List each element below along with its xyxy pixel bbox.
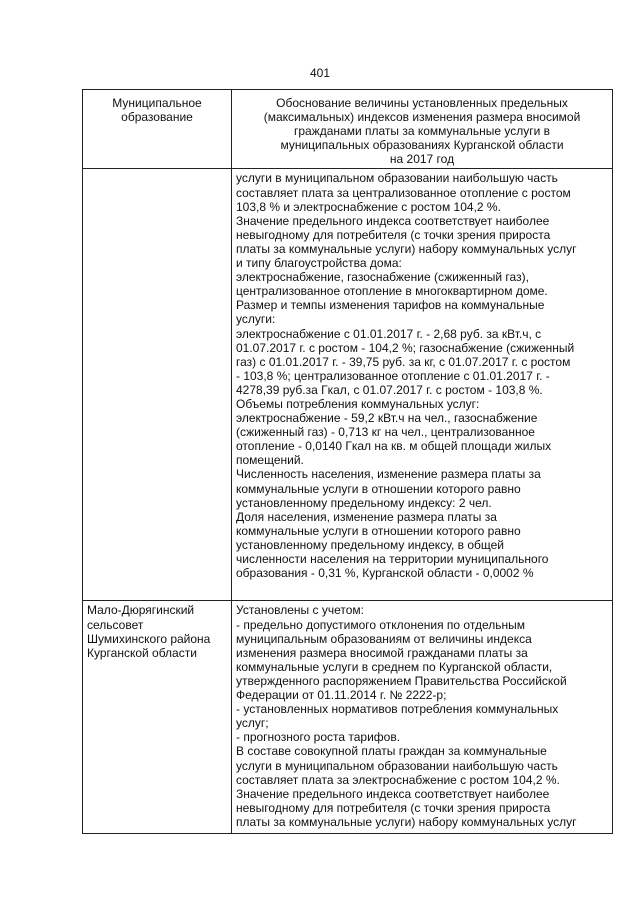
- header-municipality-line: Муниципальное: [112, 96, 202, 110]
- text-line: коммунальные услуги в отношении которого равно: [236, 481, 521, 496]
- text-line: электроснабжение с 01.01.2017 г. - 2,68 руб. за кВт.ч, с: [236, 326, 542, 341]
- justification-cell: [232, 169, 613, 601]
- page-number: 401: [309, 66, 331, 80]
- text-line: централизованное отопление в многоквартирном доме.: [236, 284, 548, 299]
- text-line: отопление - 0,0140 Гкал на кв. м общей площади жилых: [236, 439, 552, 454]
- header-justification-line: на 2017 год: [389, 152, 455, 167]
- text-line: Размер и темпы изменения тарифов на коммунальные: [236, 298, 545, 313]
- text-line: Установлены с учетом:: [236, 603, 364, 618]
- header-justification-line: гражданами платы за коммунальные услуги в: [293, 124, 551, 139]
- text-line: 4278,39 руб.за Гкал, с 01.07.2017 г. с ростом - 103,8 %.: [236, 382, 543, 397]
- text-line: помещений.: [236, 453, 304, 468]
- text-line: установленному предельному индексу, в общей: [236, 537, 504, 552]
- table-header-row: [83, 90, 613, 169]
- text-line: услуги в муниципальном образовании наибольшую часть: [236, 171, 558, 186]
- text-line: Доля населения, изменение размера платы за: [236, 509, 497, 524]
- text-line: услуги:: [236, 312, 276, 327]
- header-municipality: [83, 90, 232, 169]
- text-line: сельсовет: [87, 617, 144, 632]
- text-line: муниципальным образованиям от величины индекса: [236, 631, 532, 646]
- text-line: Численность населения, изменение размера платы за: [236, 467, 541, 482]
- text-line: Мало-Дюрягинский: [87, 603, 195, 618]
- text-line: 103,8 % и электроснабжение с ростом 104,2 %.: [236, 199, 501, 214]
- text-line: коммунальные услуги в отношении которого равно: [236, 523, 521, 538]
- text-line: - прогнозного роста тарифов.: [236, 730, 401, 745]
- text-line: газ) с 01.01.2017 г. - 39,75 руб. за кг, с 01.07.2017 г. с ростом: [236, 354, 571, 369]
- municipality-cell: [83, 601, 232, 834]
- header-justification-line: (максимальных) индексов изменения размера вносимой: [263, 110, 581, 125]
- header-justification-line: муниципальных образованиях Курганской области: [280, 138, 564, 153]
- header-justification: [232, 90, 613, 169]
- text-line: составляет плата за электроснабжение с ростом 104,2 %.: [236, 772, 560, 787]
- text-line: В составе совокупной платы граждан за коммунальные: [236, 744, 547, 759]
- text-line: 01.07.2017 г. с ростом - 104,2 %; газоснабжение (сжиженный: [236, 340, 575, 355]
- table-row: [83, 601, 613, 834]
- table-row: [83, 169, 613, 601]
- text-line: утвержденного распоряжением Правительства Российской: [236, 673, 567, 688]
- text-line: Объемы потребления коммунальных услуг:: [236, 396, 480, 411]
- text-line: Значение предельного индекса соответствует наиболее: [236, 213, 550, 228]
- header-justification-line: Обоснование величины установленных предельных: [276, 96, 568, 110]
- text-line: электроснабжение - 59,2 кВт.ч на чел., газоснабжение: [236, 411, 538, 426]
- text-line: электроснабжение, газоснабжение (сжиженный газ),: [236, 270, 529, 285]
- text-line: (сжиженный газ) - 0,713 кг на чел., централизованное: [236, 425, 535, 440]
- text-line: - предельно допустимого отклонения по отдельным: [236, 617, 525, 632]
- text-line: - 103,8 %; централизованное отопление с 01.01.2017 г. -: [236, 368, 550, 383]
- text-line: Курганской области: [87, 645, 197, 660]
- text-line: Шумихинского района: [87, 631, 211, 646]
- justification-table: [82, 89, 613, 834]
- justification-cell: [232, 601, 613, 834]
- text-line: образования - 0,31 %, Курганской области - 0,0002 %: [236, 566, 534, 581]
- text-line: изменения размера вносимой гражданами платы за: [236, 645, 528, 660]
- municipality-cell: [83, 169, 232, 601]
- text-line: составляет плата за централизованное отопление с ростом: [236, 185, 571, 200]
- text-line: Федерации от 01.11.2014 г. № 2222-р;: [236, 688, 447, 703]
- text-line: коммунальные услуги в среднем по Курганской области,: [236, 659, 553, 674]
- text-line: - установленных нормативов потребления коммунальных: [236, 702, 559, 717]
- header-municipality-line: образование: [121, 110, 193, 125]
- text-line: услуг;: [236, 716, 269, 731]
- text-line: услуги в муниципальном образовании наибольшую часть: [236, 758, 558, 773]
- text-line: платы за коммунальные услуги) набору коммунальных услуг: [236, 814, 577, 829]
- text-line: установленному предельному индексу: 2 чел.: [236, 495, 492, 510]
- text-line: Значение предельного индекса соответствует наиболее: [236, 786, 550, 801]
- text-line: невыгодному для потребителя (с точки зрения прироста: [236, 800, 551, 815]
- text-line: численности населения на территории муниципального: [236, 552, 549, 566]
- text-line: платы за коммунальные услуги) набору коммунальных услуг: [236, 241, 577, 256]
- text-line: невыгодному для потребителя (с точки зрения прироста: [236, 227, 551, 242]
- text-line: и типу благоустройства дома:: [236, 256, 402, 271]
